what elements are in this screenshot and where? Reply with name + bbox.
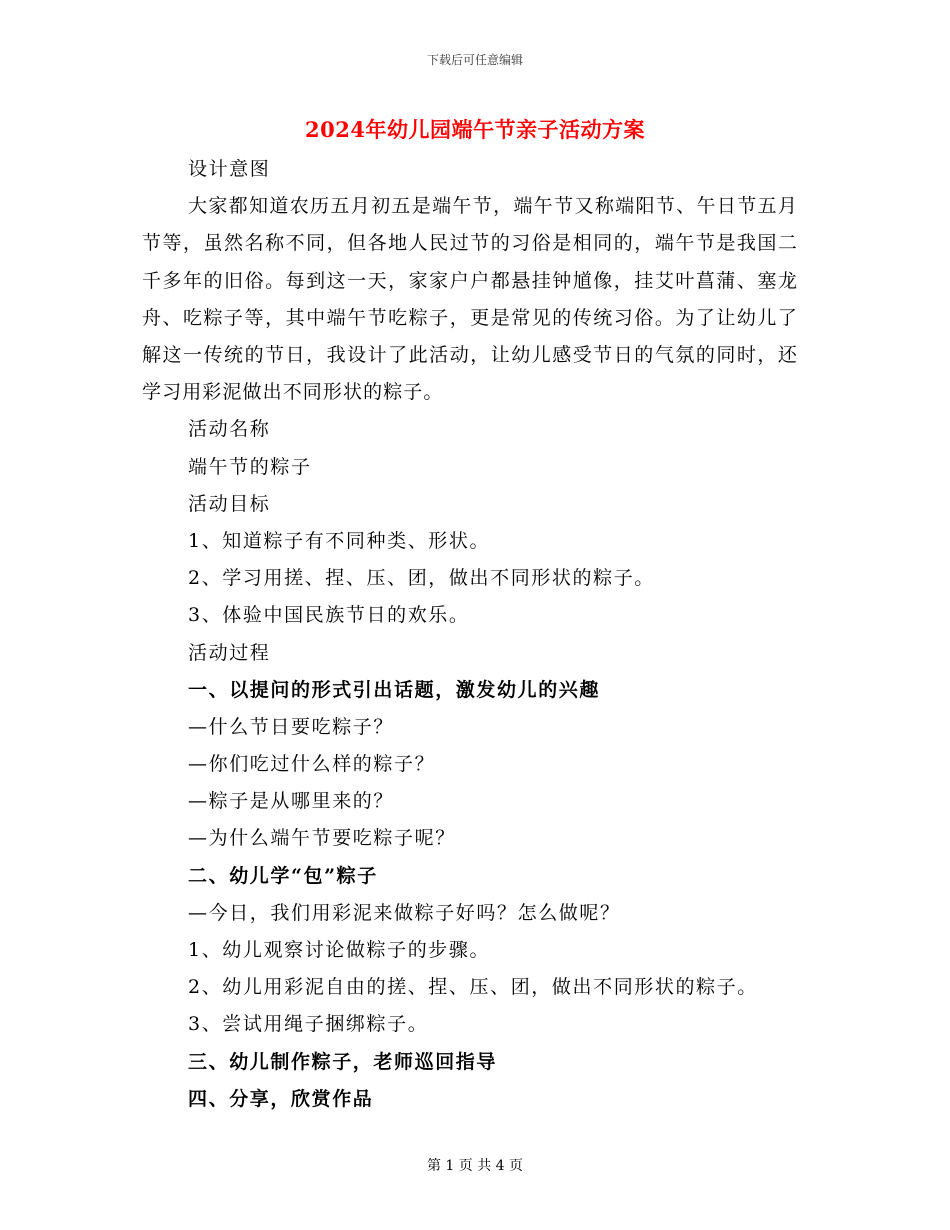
- step2-item: 2、幼儿用彩泥自由的搓、捏、压、团，做出不同形状的粽子。: [188, 976, 758, 999]
- goals-heading: 活动目标: [188, 492, 271, 515]
- document-title: 2024年幼儿园端午节亲子活动方案: [305, 117, 645, 142]
- goal-item: 2、学习用搓、捏、压、团，做出不同形状的粽子。: [188, 567, 655, 590]
- goal-item: 1、知道粽子有不同种类、形状。: [188, 529, 491, 552]
- question-item: —为什么端午节要吃粽子呢？: [188, 827, 456, 850]
- step2-intro: —今日，我们用彩泥来做粽子好吗？怎么做呢？: [188, 901, 621, 924]
- document-body: [142, 151, 798, 1118]
- page-header: 下载后可任意编辑: [426, 53, 523, 67]
- design-paragraph: 大家都知道农历五月初五是端午节，端午节又称端阳节、午日节五月节等，虽然名称不同，但各地人民过节的习俗是相同的，端午节是我国二千多年的旧俗。每到这一天，家家户户都悬挂钟馗像，挂艾叶菖蒲、塞龙舟、吃粽子等，其中端午节吃粽子，更是常见的传统习俗。为了让幼儿了解这一传统的节日，我设计了此活动，让幼儿感受节日的气氛的同时，还学习用彩泥做出不同形状的粽子。: [142, 195, 798, 404]
- goal-item: 3、体验中国民族节日的欢乐。: [188, 604, 470, 627]
- page-footer: 第 1 页 共 4 页: [426, 1158, 524, 1174]
- step1-heading: 一、以提问的形式引出话题，激发幼儿的兴趣: [188, 678, 601, 701]
- name-heading: 活动名称: [188, 418, 271, 441]
- step3-heading: 三、幼儿制作粽子，老师巡回指导: [188, 1050, 498, 1073]
- process-heading: 活动过程: [188, 641, 271, 664]
- step2-item: 3、尝试用绳子捆绑粽子。: [188, 1013, 429, 1036]
- question-item: —粽子是从哪里来的？: [188, 790, 395, 813]
- step2-heading: 二、幼儿学“包”粽子: [188, 864, 378, 887]
- step2-item: 1、幼儿观察讨论做粽子的步骤。: [188, 939, 491, 962]
- design-heading: 设计意图: [188, 158, 271, 180]
- question-item: —你们吃过什么样的粽子？: [188, 753, 436, 776]
- step4-heading: 四、分享，欣赏作品: [188, 1087, 374, 1110]
- name-value: 端午节的粽子: [188, 455, 312, 478]
- question-item: —什么节日要吃粽子？: [188, 715, 395, 738]
